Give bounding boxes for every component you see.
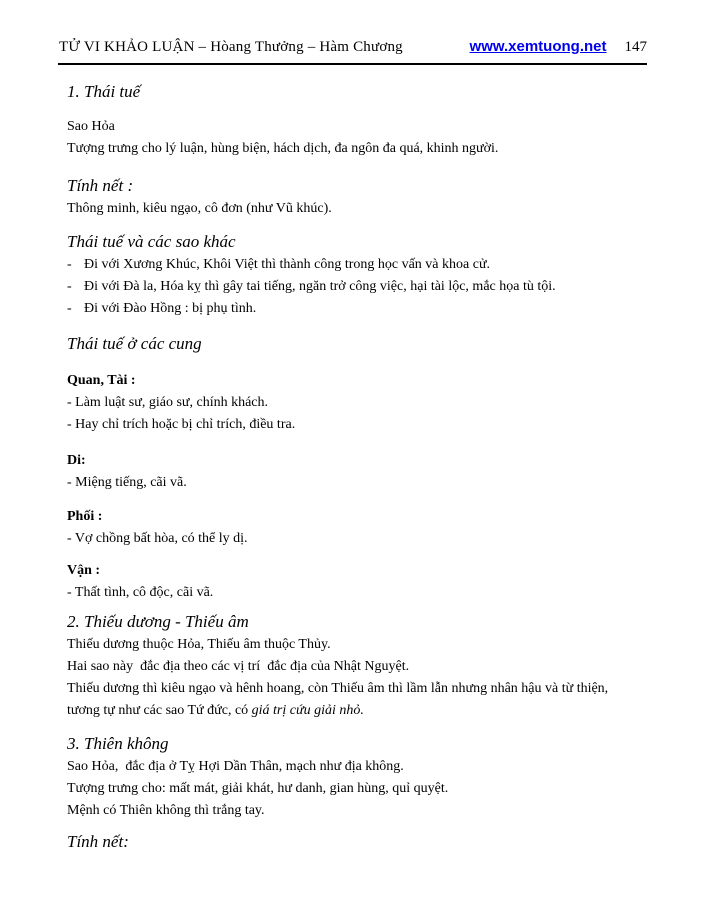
subsection-label-quan-tai: Quan, Tài : bbox=[67, 373, 136, 388]
bullet-item bbox=[67, 298, 645, 320]
paragraph-line: Hai sao này đắc địa theo các vị trí đắc địa của Nhật Nguyệt. bbox=[67, 659, 410, 674]
document-content bbox=[58, 80, 647, 854]
page-number: 147 bbox=[624, 39, 647, 55]
paragraph-line: Sao Hỏa bbox=[67, 119, 115, 134]
section-heading-tinh-net: Tính nết : bbox=[67, 176, 134, 195]
section-heading-thieu-duong: 2. Thiếu dương - Thiếu âm bbox=[67, 612, 249, 631]
line-prefix: tương tự như các sao Tứ đức, có bbox=[67, 703, 252, 718]
bullet-text: Đi với Đào Hồng : bị phụ tình. bbox=[84, 301, 257, 316]
paragraph-line: Sao Hỏa, đắc địa ở Tỵ Hợi Dần Thân, mạch như địa không. bbox=[67, 759, 404, 774]
header-right bbox=[470, 38, 647, 56]
bullet-marker: - bbox=[67, 279, 72, 294]
page-header bbox=[58, 38, 647, 56]
paragraph-line: Tượng trưng cho lý luận, hùng biện, hách dịch, đa ngôn đa quá, khinh người. bbox=[67, 141, 499, 156]
bullet-item bbox=[67, 254, 645, 276]
bullet-text: Đi với Đà la, Hóa kỵ thì gây tai tiếng, ngăn trở công việc, hại tài lộc, mắc họa tù tội. bbox=[84, 279, 556, 294]
paragraph-line: Tượng trưng cho: mất mát, giải khát, hư danh, gian hùng, quỉ quyệt. bbox=[67, 781, 449, 796]
bullet-marker: - bbox=[67, 257, 72, 272]
paragraph-line bbox=[67, 700, 645, 722]
line-italic-part: giá trị cứu giải nhỏ. bbox=[251, 703, 364, 718]
paragraph-line: Thiếu dương thuộc Hỏa, Thiếu âm thuộc Thủy. bbox=[67, 637, 331, 652]
paragraph-line: - Thất tình, cô độc, cãi vã. bbox=[67, 585, 214, 600]
bullet-marker: - bbox=[67, 301, 72, 316]
subsection-label-di: Di: bbox=[67, 453, 86, 468]
paragraph-line: - Làm luật sư, giáo sư, chính khách. bbox=[67, 395, 269, 410]
section-heading-tinh-net-2: Tính nết: bbox=[67, 832, 129, 851]
paragraph-line: Thông minh, kiêu ngạo, cô đơn (như Vũ khúc). bbox=[67, 201, 332, 216]
paragraph-line: Mệnh có Thiên không thì trắng tay. bbox=[67, 803, 265, 818]
header-rule bbox=[58, 63, 647, 65]
bullet-item bbox=[67, 276, 645, 298]
section-heading-thai-tue: 1. Thái tuế bbox=[67, 82, 141, 101]
header-link[interactable]: www.xemtuong.net bbox=[469, 38, 607, 55]
section-heading-thien-khong: 3. Thiên không bbox=[67, 734, 169, 753]
subsection-label-phoi: Phối : bbox=[67, 509, 103, 524]
subsection-label-van: Vận : bbox=[67, 563, 101, 578]
paragraph-line: - Vợ chồng bất hòa, có thể ly dị. bbox=[67, 531, 248, 546]
bullet-text: Đi với Xương Khúc, Khôi Việt thì thành công trong học vấn và khoa cử. bbox=[84, 257, 491, 272]
section-heading-sao-khac: Thái tuế và các sao khác bbox=[67, 232, 236, 251]
paragraph-line: - Hay chỉ trích hoặc bị chỉ trích, điều tra. bbox=[67, 417, 296, 432]
header-title: TỬ VI KHẢO LUẬN – Hòang Thưởng – Hàm Chương bbox=[59, 39, 403, 55]
paragraph-line: - Miệng tiếng, cãi vã. bbox=[67, 475, 187, 490]
paragraph-line: Thiếu dương thì kiêu ngạo và hênh hoang, còn Thiếu âm thì lầm lẫn nhưng nhân hậu và từ thiện, bbox=[67, 681, 609, 696]
section-heading-cac-cung: Thái tuế ở các cung bbox=[67, 334, 202, 353]
